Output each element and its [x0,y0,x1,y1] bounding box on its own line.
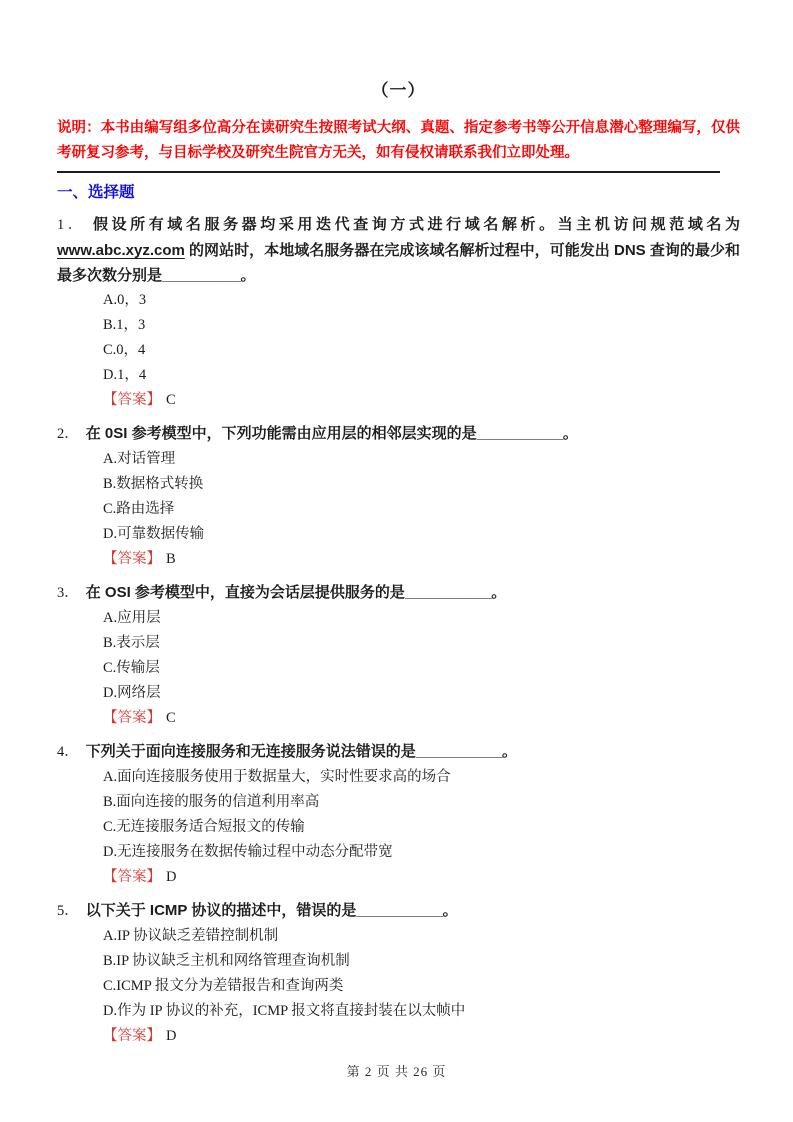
question-1-stem-suffix: 的网站时，本地域名服务器在完成该域名解析过程中，可能发出 DNS 查询的最少和最多次数分别是 [57,242,740,284]
question-2-stem-text: 在 0SI 参考模型中，下列功能需由应用层的相邻层实现的是 [85,425,477,442]
question-4-number: 4． [57,744,79,760]
question-4-option-a: A.面向连接服务使用于数据量大，实时性要求高的场合 [103,769,451,785]
question-4-option-c: C.无连接服务适合短报文的传输 [103,819,305,835]
question-3-stem-terminal: 。 [491,584,507,601]
question-3-answer-line [57,706,740,731]
page-footer: 第 2 页 共 26 页 [346,1064,447,1079]
question-5-stem [57,898,740,924]
question-1-number: 1． [57,217,86,233]
question-5-option-b: B.IP 协议缺乏主机和网络管理查询机制 [103,953,350,969]
question-1-option-b: B.1，3 [103,317,146,333]
question-5-option-a: A.IP 协议缺乏差错控制机制 [103,928,279,944]
question-4-blank-underline: ___________ [415,743,503,760]
question-4-stem-terminal: 。 [502,743,518,760]
question-1-stem [57,212,740,288]
question-5-stem-terminal: 。 [442,902,458,919]
question-2-option-b: B.数据格式转换 [103,476,204,492]
question-5-blank-underline: ___________ [356,902,443,919]
question-1-stem-prefix: 假设所有域名服务器均采用迭代查询方式进行域名解析。当主机访问规范域名为 [92,216,740,233]
question-3-number: 3． [57,585,79,601]
question-2-option-d: D.可靠数据传输 [103,526,205,542]
question-3 [57,580,740,731]
question-3-stem-text: 在 OSI 参考模型中，直接为会话层提供服务的是 [85,584,405,601]
question-5-answer-line [57,1024,740,1049]
question-4 [57,739,740,890]
question-4-answer-label: 【答案】 [103,869,161,885]
question-2-answer-value: B [166,551,176,567]
question-1 [57,212,740,413]
section-heading: 一、选择题 [57,184,135,201]
question-2-blank-underline: ___________ [476,425,563,442]
question-2-stem-terminal: 。 [562,425,578,442]
question-3-stem [57,580,740,606]
question-1-answer-label: 【答案】 [103,392,161,408]
question-3-blank-underline: ___________ [404,584,492,601]
page-title: （一） [371,81,426,100]
question-1-stem-terminal: 。 [240,267,256,284]
question-3-option-d: D.网络层 [103,685,161,701]
question-3-option-b: B.表示层 [103,635,160,651]
question-2-number: 2． [57,426,79,442]
separator-line [57,171,720,173]
question-5-option-c: C.ICMP 报文分为差错报告和查询两类 [103,978,344,994]
question-4-option-d: D.无连接服务在数据传输过程中动态分配带宽 [103,844,393,860]
question-4-answer-line [57,865,740,890]
notice-text: 说明：本书由编写组多位高分在读研究生按照考试大纲、真题、指定参考书等公开信息潜心整理编写，仅供考研复习参考，与目标学校及研究生院官方无关，如有侵权请联系我们立即处理。 [57,120,740,161]
question-1-answer-value: C [166,392,176,408]
question-1-option-a: A.0，3 [103,292,147,308]
question-4-option-b: B.面向连接的服务的信道利用率高 [103,794,320,810]
question-5-answer-value: D [166,1028,177,1044]
question-2-answer-line [57,547,740,572]
question-3-option-c: C.传输层 [103,660,160,676]
question-5-option-d: D.作为 IP 协议的补充，ICMP 报文将直接封装在以太帧中 [103,1003,466,1019]
question-1-option-c: C.0，4 [103,342,146,358]
question-5 [57,898,740,1049]
question-4-stem-text: 下列关于面向连接服务和无连接服务说法错误的是 [85,743,416,760]
question-3-answer-label: 【答案】 [103,710,161,726]
question-2-answer-label: 【答案】 [103,551,161,567]
question-5-stem-text: 以下关于 ICMP 协议的描述中，错误的是 [85,902,357,919]
question-1-option-d: D.1，4 [103,367,147,383]
question-1-blank-underline: __________ [162,267,241,284]
question-3-option-a: A.应用层 [103,610,161,626]
question-5-number: 5． [57,903,79,919]
question-3-answer-value: C [166,710,176,726]
question-2-option-c: C.路由选择 [103,501,175,517]
question-1-domain-underlined-text: www.abc.xyz.com [57,242,185,259]
question-5-answer-label: 【答案】 [103,1028,161,1044]
question-4-answer-value: D [166,869,177,885]
question-2 [57,421,740,572]
question-4-stem [57,739,740,765]
question-1-answer-line [57,388,740,413]
question-2-stem [57,421,740,447]
question-2-option-a: A.对话管理 [103,451,176,467]
